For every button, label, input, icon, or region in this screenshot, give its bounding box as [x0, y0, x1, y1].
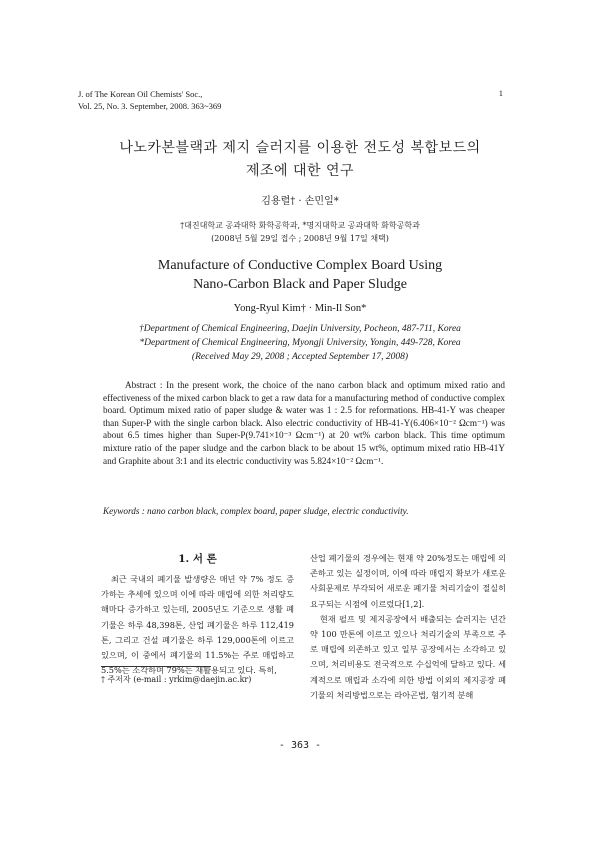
- keywords: Keywords : nano carbon black, complex board, paper sludge, electric conductivity.: [103, 506, 409, 516]
- english-authors: Yong-Ryul Kim† · Min-Il Son*: [233, 303, 367, 314]
- korean-title-line2: 제조에 대한 연구: [245, 163, 355, 179]
- page-footer-number: - 363 -: [278, 740, 322, 751]
- korean-authors: 김용렬† · 손민일*: [261, 196, 339, 207]
- section-heading: 1. 서 론: [178, 553, 217, 565]
- body-right-column: [310, 551, 506, 703]
- abstract-label: Abstract: [125, 380, 157, 390]
- body-left-column: [101, 572, 294, 678]
- journal-volume: Vol. 25, No. 3. September, 2008. 363~369: [78, 101, 222, 111]
- english-dates: (Received May 29, 2008 ; Accepted September 17, 2008): [191, 352, 409, 362]
- korean-dates: (2008년 5월 29일 접수 ; 2008년 9월 17일 채택): [211, 234, 389, 243]
- korean-affiliation-text: †대진대학교 공과대학 화학공학과, *명지대학교 공과대학 화학공학과: [180, 221, 420, 230]
- korean-title-line1: 나노카본블랙과 제지 슬러지를 이용한 전도성 복합보드의: [119, 140, 481, 156]
- abstract-text: : In the present work, the choice of the nano carbon black and optimum mixed ratio and effectiveness of the mixed carbon black to get a raw data for a manufacturing method of conductive complex board. Optimum mixed ratio of paper sludge & water was 1 : 2.5 for reformations. HB-41-Y was cheaper than Super-P with the single carbon black. Also electric conductivity of HB-41-Y(6.406×10⁻² Ωcm⁻¹) was about 6.5 times higher than Super-P(9.741×10⁻³ Ωcm⁻¹) at 20 wt% carbon black. This time optimum mixture ratio of the paper sludge and the carbon black to be about 15 wt%, optimum mixed ratio HB-41Y and Graphite about 3:1 and its electric conductivity was 5.824×10⁻² Ωcm⁻¹.: [103, 380, 505, 466]
- footnote-divider: [101, 666, 211, 667]
- english-title-line2: Nano-Carbon Black and Paper Sludge: [193, 277, 407, 292]
- intro-paragraph-1: 최근 국내의 폐기물 발생량은 매년 약 7% 정도 증가하는 추세에 있으며 이에 따라 매립에 의한 처리량도 해마다 증가하고 있는데, 2005년도 기준으로 생활 폐기물은 하루 48,398톤, 산업 폐기물은 하루 112,419톤, 그리고 건설 폐기물은 하루 129,000톤에 이르고 있으며, 이 중에서 폐기물의 11.5%는 주로 매립하고 5.5%는 소각하며 79%는 재활용되고 있다. 특히,: [101, 574, 294, 676]
- korean-affiliation: [0, 219, 600, 245]
- english-affiliation-2: *Department of Chemical Engineering, Myongji University, Yongin, 449-728, Korea: [139, 338, 461, 348]
- english-affiliation: [0, 322, 600, 364]
- header-page-number: 1: [498, 88, 503, 98]
- abstract: [103, 379, 505, 467]
- intro-paragraph-2: 산업 폐기물의 경우에는 현재 약 20%정도는 매립에 의존하고 있는 실정이며, 이에 따라 매립지 확보가 새로운 사회문제로 부각되어 새로운 폐기물 처리기술이 절실히 요구되는 시점에 이르렀다[1,2].: [310, 553, 506, 609]
- intro-paragraph-3: 현재 펄프 및 제지공장에서 배출되는 슬러지는 년간 약 100 만톤에 이르고 있으나 처리기술의 부족으로 주로 매립에 의존하고 있고 일부 공장에서는 소각하고 있으며, 처리비용도 전국적으로 수십억에 달하고 있다. 세계적으로 매립과 소각에 의한 방법 이외의 제지공장 폐기물의 처리방법으로는 라아곤법, 혐기적 분해: [310, 613, 506, 700]
- journal-citation: [78, 88, 221, 112]
- journal-name: J. of The Korean Oil Chemists' Soc.,: [78, 89, 203, 99]
- english-title-line1: Manufacture of Conductive Complex Board Using: [157, 258, 443, 273]
- english-affiliation-1: †Department of Chemical Engineering, Daejin University, Pocheon, 487-711, Korea: [139, 324, 461, 334]
- corresponding-author-footnote: † 주저자 (e-mail : yrkim@daejin.ac.kr): [101, 675, 252, 684]
